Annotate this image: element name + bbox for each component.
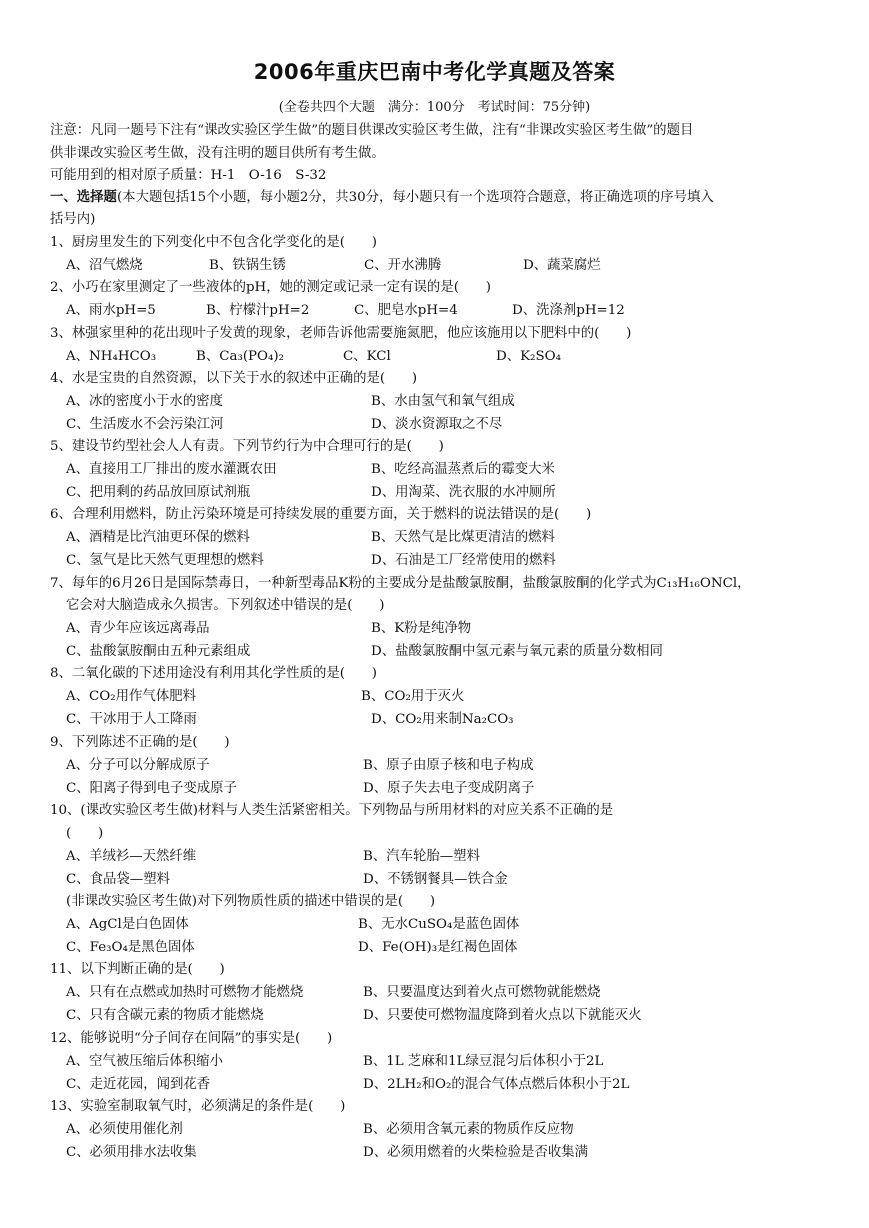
section-heading (50, 189, 714, 207)
option-a: A、只有在点燃或加热时可燃物才能燃烧 (66, 985, 304, 1000)
option-b: B、1L 芝麻和1L绿豆混匀后体积小于2L (363, 1054, 604, 1069)
option-b: B、水由氢气和氧气组成 (371, 394, 515, 409)
option-a: A、分子可以分解成原子 (66, 758, 210, 773)
question-stem: 6、合理利用燃料，防止污染环境是可持续发展的重要方面，关于燃料的说法错误的是( ) (50, 507, 592, 522)
option-d: D、用淘菜、洗衣服的水冲厕所 (371, 485, 556, 500)
option-a: A、冰的密度小于水的密度 (66, 394, 223, 409)
option-c: C、只有含碳元素的物质才能燃烧 (66, 1008, 264, 1023)
option-c: C、肥皂水pH=4 (354, 303, 458, 318)
option-a: A、AgCl是白色固体 (66, 917, 189, 932)
notice-line-2: 供非课改实验区考生做，没有注明的题目供所有考生做。 (50, 146, 385, 161)
question-stem: 1、厨房里发生的下列变化中不包含化学变化的是( ) (50, 235, 377, 250)
option-b: B、只要温度达到着火点可燃物就能燃烧 (363, 985, 601, 1000)
option-d: D、CO₂用来制Na₂CO₃ (371, 712, 514, 727)
option-c: C、生活废水不会污染江河 (66, 417, 224, 432)
option-d: D、2LH₂和O₂的混合气体点燃后体积小于2L (363, 1077, 630, 1092)
option-a: A、雨水pH=5 (66, 303, 156, 318)
option-c: C、必须用排水法收集 (66, 1145, 197, 1160)
option-d: D、只要使可燃物温度降到着火点以下就能灭火 (363, 1008, 642, 1023)
section-title: 一、选择题 (50, 190, 117, 205)
option-c: C、食品袋—塑料 (66, 872, 170, 887)
question-stem: 3、林强家里种的花出现叶子发黄的现象，老师告诉他需要施氮肥，他应该施用以下肥料中的( ) (50, 326, 632, 341)
question-stem: 5、建设节约型社会人人有责。下列节约行为中合理可行的是( ) (50, 439, 444, 454)
question-stem: 7、每年的6月26日是国际禁毒日，一种新型毒品K粉的主要成分是盐酸氯胺酮，盐酸氯胺酮的化学式为C₁₃H₁₆ONCl， (50, 576, 751, 591)
option-a: A、沼气燃烧 (66, 258, 143, 273)
atomic-mass-note: 可能用到的相对原子质量：H-1 O-16 S-32 (50, 168, 327, 183)
option-b: B、铁锅生锈 (209, 258, 286, 273)
question-stem: 9、下列陈述不正确的是( ) (50, 735, 230, 750)
option-b: B、汽车轮胎—塑料 (363, 849, 480, 864)
page-title: 2006年重庆巴南中考化学真题及答案 (253, 60, 616, 84)
option-a: A、羊绒衫—天然纤维 (66, 849, 197, 864)
option-d: D、洗涤剂pH=12 (512, 303, 625, 318)
option-c: C、干冰用于人工降雨 (66, 712, 197, 727)
option-a: A、酒精是比汽油更环保的燃料 (66, 530, 250, 545)
option-b: B、K粉是纯净物 (371, 621, 472, 636)
option-a: A、CO₂用作气体肥料 (66, 689, 196, 704)
question-stem-cont: ( ) (66, 826, 104, 841)
section-instructions: (本大题包括15个小题，每小题2分，共30分，每小题只有一个选项符合题意，将正确选项的序号填入 (116, 190, 714, 205)
option-d: D、原子失去电子变成阴离子 (363, 781, 535, 796)
option-d: D、石油是工厂经常使用的燃料 (371, 553, 556, 568)
option-c: C、开水沸腾 (364, 258, 442, 273)
option-a: A、青少年应该远离毒品 (66, 621, 210, 636)
question-stem: 4、水是宝贵的自然资源，以下关于水的叙述中正确的是( ) (50, 371, 418, 386)
option-a: A、必须使用催化剂 (66, 1122, 183, 1137)
option-a: A、直接用工厂排出的废水灌溉农田 (66, 462, 277, 477)
notice-line-1: 注意：凡同一题号下注有“课改实验区学生做”的题目供课改实验区考生做，注有“非课改实验区考生做”的题目 (50, 123, 694, 138)
question-alt-stem: (非课改实验区考生做)对下列物质性质的描述中错误的是( ) (66, 894, 436, 909)
option-c: C、阳离子得到电子变成原子 (66, 781, 237, 796)
option-d: D、不锈钢餐具—铁合金 (363, 872, 508, 887)
question-stem-cont: 它会对大脑造成永久损害。下列叙述中错误的是( ) (66, 598, 385, 613)
option-d: D、Fe(OH)₃是红褐色固体 (358, 940, 518, 955)
option-c: C、盐酸氯胺酮由五种元素组成 (66, 644, 251, 659)
question-stem: 12、能够说明“分子间存在间隔”的事实是( ) (50, 1031, 333, 1046)
option-b: B、CO₂用于灭火 (361, 689, 465, 704)
option-b: B、无水CuSO₄是蓝色固体 (358, 917, 520, 932)
option-b: B、天然气是比煤更清洁的燃料 (371, 530, 555, 545)
option-b: B、柠檬汁pH=2 (206, 303, 310, 318)
option-d: D、必须用燃着的火柴检验是否收集满 (363, 1145, 588, 1160)
option-b: B、Ca₃(PO₄)₂ (196, 349, 285, 364)
option-b: B、吃经高温蒸煮后的霉变大米 (371, 462, 555, 477)
option-c: C、Fe₃O₄是黑色固体 (66, 940, 195, 955)
question-stem: 13、实验室制取氧气时，必须满足的条件是( ) (50, 1099, 346, 1114)
option-d: D、淡水资源取之不尽 (371, 417, 503, 432)
option-a: A、空气被压缩后体积缩小 (66, 1054, 223, 1069)
option-c: C、氢气是比天然气更理想的燃料 (66, 553, 264, 568)
option-b: B、必须用含氧元素的物质作反应物 (363, 1122, 574, 1137)
option-c: C、走近花园，闻到花香 (66, 1077, 211, 1092)
question-stem: 8、二氧化碳的下述用途没有利用其化学性质的是( ) (50, 666, 377, 681)
option-b: B、原子由原子核和电子构成 (363, 758, 534, 773)
exam-info: (全卷共四个大题 满分：100分 考试时间：75分钟) (278, 100, 591, 115)
question-stem: 2、小巧在家里测定了一些液体的pH，她的测定或记录一定有误的是( ) (50, 280, 491, 295)
option-d: D、盐酸氯胺酮中氢元素与氧元素的质量分数相同 (371, 644, 663, 659)
question-stem: 11、以下判断正确的是( ) (50, 962, 225, 977)
option-d: D、蔬菜腐烂 (523, 258, 601, 273)
question-stem: 10、(课改实验区考生做)材料与人类生活紧密相关。下列物品与所用材料的对应关系不正确的是 (50, 803, 614, 818)
section-instructions-cont: 括号内) (50, 212, 96, 227)
option-d: D、K₂SO₄ (496, 349, 562, 364)
option-c: C、KCl (343, 349, 391, 364)
option-a: A、NH₄HCO₃ (66, 349, 157, 364)
option-c: C、把用剩的药品放回原试剂瓶 (66, 485, 251, 500)
